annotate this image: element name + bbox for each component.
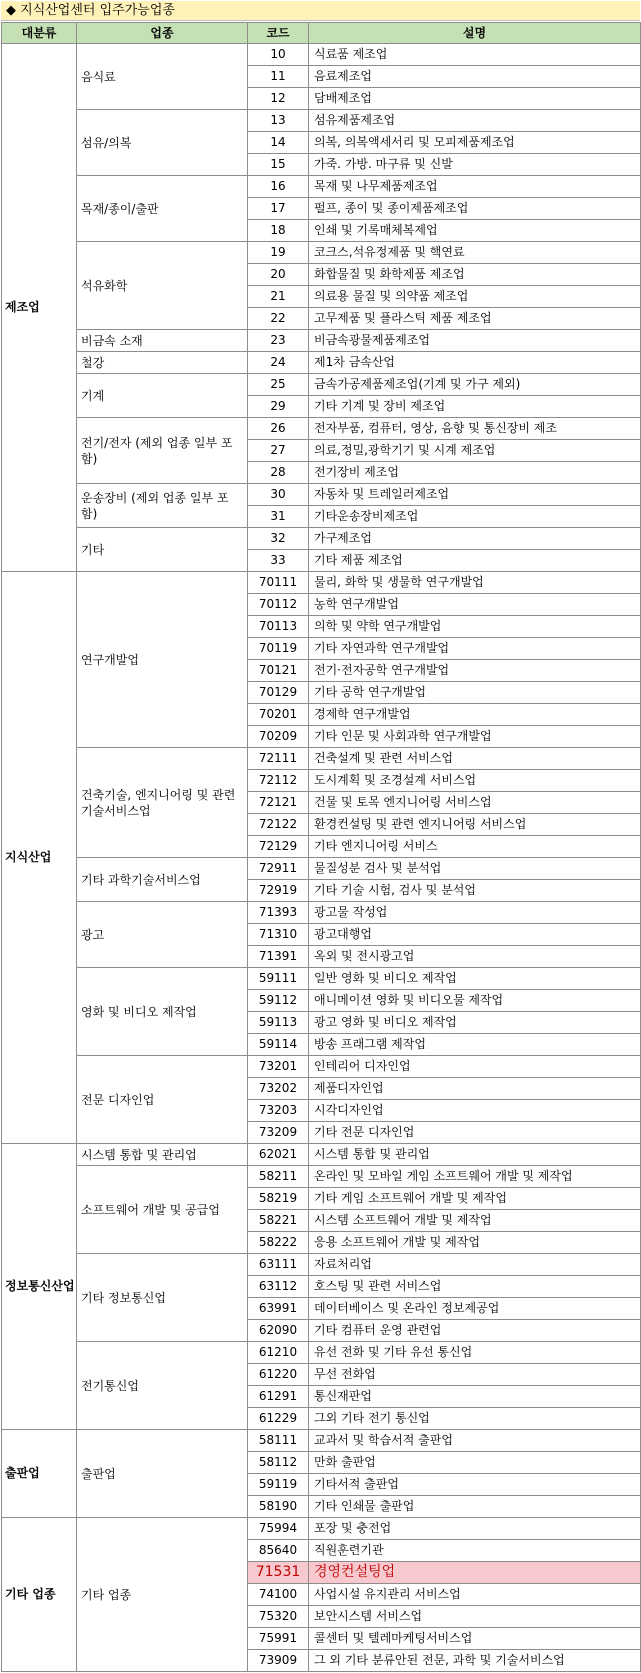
description-cell: 교과서 및 학습서적 출판업 bbox=[309, 1430, 641, 1452]
header-description: 설명 bbox=[309, 23, 641, 44]
description-cell: 화합물질 및 화학제품 제조업 bbox=[309, 264, 641, 286]
category-cell: 기타 업종 bbox=[2, 1518, 77, 1672]
table-row bbox=[2, 418, 641, 440]
code-cell: 70129 bbox=[248, 682, 309, 704]
industry-cell: 건축기술, 엔지니어링 및 관련 기술서비스업 bbox=[77, 748, 248, 858]
code-cell: 75320 bbox=[248, 1606, 309, 1628]
description-cell: 전기·전자공학 연구개발업 bbox=[309, 660, 641, 682]
code-cell: 14 bbox=[248, 132, 309, 154]
table-body bbox=[2, 44, 641, 1672]
code-cell: 73209 bbox=[248, 1122, 309, 1144]
code-cell: 15 bbox=[248, 154, 309, 176]
code-cell: 63112 bbox=[248, 1276, 309, 1298]
code-cell: 72111 bbox=[248, 748, 309, 770]
code-cell: 61229 bbox=[248, 1408, 309, 1430]
description-cell: 콜센터 및 텔레마케팅서비스업 bbox=[309, 1628, 641, 1650]
description-cell: 인테리어 디자인업 bbox=[309, 1056, 641, 1078]
table-row bbox=[2, 968, 641, 990]
industry-cell: 기타 bbox=[77, 528, 248, 572]
industry-cell: 기타 정보통신업 bbox=[77, 1254, 248, 1342]
code-cell: 29 bbox=[248, 396, 309, 418]
table-row bbox=[2, 176, 641, 198]
table-row bbox=[2, 110, 641, 132]
code-cell: 70121 bbox=[248, 660, 309, 682]
code-cell: 59119 bbox=[248, 1474, 309, 1496]
industry-cell: 석유화학 bbox=[77, 242, 248, 330]
table-row bbox=[2, 330, 641, 352]
description-cell: 의학 및 약학 연구개발업 bbox=[309, 616, 641, 638]
code-cell: 58211 bbox=[248, 1166, 309, 1188]
description-cell: 일반 영화 및 비디오 제작업 bbox=[309, 968, 641, 990]
code-cell: 26 bbox=[248, 418, 309, 440]
code-cell: 25 bbox=[248, 374, 309, 396]
description-cell: 코크스,석유정제품 및 핵연료 bbox=[309, 242, 641, 264]
description-cell: 음료제조업 bbox=[309, 66, 641, 88]
industry-cell: 전문 디자인업 bbox=[77, 1056, 248, 1144]
category-cell: 정보통신산업 bbox=[2, 1144, 77, 1430]
table-row bbox=[2, 858, 641, 880]
code-cell: 58221 bbox=[248, 1210, 309, 1232]
industry-cell: 목재/종이/출판 bbox=[77, 176, 248, 242]
description-cell: 의료,정밀,광학기기 및 시계 제조업 bbox=[309, 440, 641, 462]
description-cell: 기타 게임 소프트웨어 개발 및 제작업 bbox=[309, 1188, 641, 1210]
description-cell: 경영컨설팅업 bbox=[309, 1562, 641, 1584]
description-cell: 기타 기계 및 장비 제조업 bbox=[309, 396, 641, 418]
description-cell: 건물 및 토목 엔지니어링 서비스업 bbox=[309, 792, 641, 814]
description-cell: 시스템 소프트웨어 개발 및 제작업 bbox=[309, 1210, 641, 1232]
table-row bbox=[2, 1430, 641, 1452]
table-row bbox=[2, 374, 641, 396]
description-cell: 자료처리업 bbox=[309, 1254, 641, 1276]
description-cell: 광고 영화 및 비디오 제작업 bbox=[309, 1012, 641, 1034]
table-row bbox=[2, 748, 641, 770]
description-cell: 호스팅 및 관련 서비스업 bbox=[309, 1276, 641, 1298]
description-cell: 기타 전문 디자인업 bbox=[309, 1122, 641, 1144]
code-cell: 70113 bbox=[248, 616, 309, 638]
description-cell: 방송 프래그램 제작업 bbox=[309, 1034, 641, 1056]
code-cell: 59111 bbox=[248, 968, 309, 990]
code-cell: 59113 bbox=[248, 1012, 309, 1034]
code-cell: 71393 bbox=[248, 902, 309, 924]
industry-table bbox=[1, 22, 641, 1672]
industry-cell: 섬유/의복 bbox=[77, 110, 248, 176]
industry-cell: 철강 bbox=[77, 352, 248, 374]
description-cell: 시스템 통합 및 관리업 bbox=[309, 1144, 641, 1166]
code-cell: 16 bbox=[248, 176, 309, 198]
code-cell: 17 bbox=[248, 198, 309, 220]
code-cell: 12 bbox=[248, 88, 309, 110]
description-cell: 직원훈련기관 bbox=[309, 1540, 641, 1562]
code-cell: 58190 bbox=[248, 1496, 309, 1518]
sheet-title: ◆ 지식산업센터 입주가능업종 bbox=[1, 1, 640, 21]
industry-cell: 광고 bbox=[77, 902, 248, 968]
industry-cell: 비금속 소재 bbox=[77, 330, 248, 352]
description-cell: 농학 연구개발업 bbox=[309, 594, 641, 616]
description-cell: 그외 기타 전기 통신업 bbox=[309, 1408, 641, 1430]
description-cell: 애니메이션 영화 및 비디오물 제작업 bbox=[309, 990, 641, 1012]
table-row bbox=[2, 1518, 641, 1540]
table-row bbox=[2, 902, 641, 924]
description-cell: 도시계획 및 조경설계 서비스업 bbox=[309, 770, 641, 792]
category-cell: 지식산업 bbox=[2, 572, 77, 1144]
description-cell: 가구제조업 bbox=[309, 528, 641, 550]
description-cell: 광고물 작성업 bbox=[309, 902, 641, 924]
code-cell: 72121 bbox=[248, 792, 309, 814]
code-cell: 19 bbox=[248, 242, 309, 264]
description-cell: 그 외 기타 분류안된 전문, 과학 및 기술서비스업 bbox=[309, 1650, 641, 1672]
description-cell: 자동차 및 트레일러제조업 bbox=[309, 484, 641, 506]
code-cell: 10 bbox=[248, 44, 309, 66]
industry-cell: 영화 및 비디오 제작업 bbox=[77, 968, 248, 1056]
description-cell: 섬유제품제조업 bbox=[309, 110, 641, 132]
code-cell: 63991 bbox=[248, 1298, 309, 1320]
code-cell: 62021 bbox=[248, 1144, 309, 1166]
code-cell: 13 bbox=[248, 110, 309, 132]
code-cell: 33 bbox=[248, 550, 309, 572]
code-cell: 18 bbox=[248, 220, 309, 242]
table-row bbox=[2, 44, 641, 66]
description-cell: 기타 자연과학 연구개발업 bbox=[309, 638, 641, 660]
description-cell: 의료용 물질 및 의약품 제조업 bbox=[309, 286, 641, 308]
description-cell: 응용 소프트웨어 개발 및 제작업 bbox=[309, 1232, 641, 1254]
table-row bbox=[2, 572, 641, 594]
description-cell: 기타 컴퓨터 운영 관련업 bbox=[309, 1320, 641, 1342]
code-cell: 24 bbox=[248, 352, 309, 374]
description-cell: 전기장비 제조업 bbox=[309, 462, 641, 484]
description-cell: 금속가공제품제조업(기계 및 가구 제외) bbox=[309, 374, 641, 396]
description-cell: 의복, 의복액세서리 및 모피제품제조업 bbox=[309, 132, 641, 154]
code-cell: 71310 bbox=[248, 924, 309, 946]
description-cell: 사업시설 유지관리 서비스업 bbox=[309, 1584, 641, 1606]
code-cell: 72122 bbox=[248, 814, 309, 836]
table-row bbox=[2, 484, 641, 506]
code-cell: 70201 bbox=[248, 704, 309, 726]
description-cell: 기타 인쇄물 출판업 bbox=[309, 1496, 641, 1518]
industry-cell: 연구개발업 bbox=[77, 572, 248, 748]
code-cell: 73202 bbox=[248, 1078, 309, 1100]
industry-cell: 전기통신업 bbox=[77, 1342, 248, 1430]
description-cell: 기타운송장비제조업 bbox=[309, 506, 641, 528]
description-cell: 기타 공학 연구개발업 bbox=[309, 682, 641, 704]
description-cell: 고무제품 및 플라스틱 제품 제조업 bbox=[309, 308, 641, 330]
code-cell: 73201 bbox=[248, 1056, 309, 1078]
description-cell: 기타서적 출판업 bbox=[309, 1474, 641, 1496]
table-row bbox=[2, 1056, 641, 1078]
description-cell: 건축설계 및 관련 서비스업 bbox=[309, 748, 641, 770]
table-row bbox=[2, 1342, 641, 1364]
table-row bbox=[2, 1166, 641, 1188]
code-cell: 73203 bbox=[248, 1100, 309, 1122]
industry-cell: 음식료 bbox=[77, 44, 248, 110]
code-cell: 28 bbox=[248, 462, 309, 484]
industry-cell: 전기/전자 (제외 업종 일부 포함) bbox=[77, 418, 248, 484]
header-code: 코드 bbox=[248, 23, 309, 44]
code-cell: 73909 bbox=[248, 1650, 309, 1672]
header-industry: 업종 bbox=[77, 23, 248, 44]
code-cell: 59112 bbox=[248, 990, 309, 1012]
description-cell: 온라인 및 모바일 게임 소프트웨어 개발 및 제작업 bbox=[309, 1166, 641, 1188]
description-cell: 펄프, 종이 및 종이제품제조업 bbox=[309, 198, 641, 220]
code-cell: 23 bbox=[248, 330, 309, 352]
description-cell: 경제학 연구개발업 bbox=[309, 704, 641, 726]
description-cell: 포장 및 충전업 bbox=[309, 1518, 641, 1540]
code-cell: 58222 bbox=[248, 1232, 309, 1254]
code-cell: 70209 bbox=[248, 726, 309, 748]
description-cell: 물리, 화학 및 생물학 연구개발업 bbox=[309, 572, 641, 594]
description-cell: 가죽. 가방. 마구류 및 신발 bbox=[309, 154, 641, 176]
industry-cell: 소프트웨어 개발 및 공급업 bbox=[77, 1166, 248, 1254]
description-cell: 데이터베이스 및 온라인 정보제공업 bbox=[309, 1298, 641, 1320]
industry-cell: 운송장비 (제외 업종 일부 포함) bbox=[77, 484, 248, 528]
industry-cell: 기계 bbox=[77, 374, 248, 418]
table-row bbox=[2, 1254, 641, 1276]
code-cell: 70119 bbox=[248, 638, 309, 660]
description-cell: 제1차 금속산업 bbox=[309, 352, 641, 374]
code-cell: 31 bbox=[248, 506, 309, 528]
code-cell: 74100 bbox=[248, 1584, 309, 1606]
description-cell: 담배제조업 bbox=[309, 88, 641, 110]
table-row bbox=[2, 352, 641, 374]
description-cell: 기타 엔지니어링 서비스 bbox=[309, 836, 641, 858]
description-cell: 제품디자인업 bbox=[309, 1078, 641, 1100]
description-cell: 목재 및 나무제품제조업 bbox=[309, 176, 641, 198]
category-cell: 제조업 bbox=[2, 44, 77, 572]
code-cell: 58112 bbox=[248, 1452, 309, 1474]
code-cell: 58111 bbox=[248, 1430, 309, 1452]
code-cell: 61220 bbox=[248, 1364, 309, 1386]
description-cell: 시각디자인업 bbox=[309, 1100, 641, 1122]
description-cell: 기타 기술 시험, 검사 및 분석업 bbox=[309, 880, 641, 902]
description-cell: 물질성분 검사 및 분석업 bbox=[309, 858, 641, 880]
code-cell: 22 bbox=[248, 308, 309, 330]
description-cell: 옥외 및 전시광고업 bbox=[309, 946, 641, 968]
code-cell: 72129 bbox=[248, 836, 309, 858]
header-row bbox=[2, 23, 641, 44]
code-cell: 11 bbox=[248, 66, 309, 88]
code-cell: 75994 bbox=[248, 1518, 309, 1540]
code-cell: 21 bbox=[248, 286, 309, 308]
code-cell: 72112 bbox=[248, 770, 309, 792]
industry-cell: 기타 업종 bbox=[77, 1518, 248, 1672]
code-cell: 61291 bbox=[248, 1386, 309, 1408]
code-cell: 58219 bbox=[248, 1188, 309, 1210]
description-cell: 식료품 제조업 bbox=[309, 44, 641, 66]
industry-cell: 기타 과학기술서비스업 bbox=[77, 858, 248, 902]
code-cell: 61210 bbox=[248, 1342, 309, 1364]
header-category: 대분류 bbox=[2, 23, 77, 44]
table-row bbox=[2, 528, 641, 550]
description-cell: 통신재판업 bbox=[309, 1386, 641, 1408]
description-cell: 유선 전화 및 기타 유선 통신업 bbox=[309, 1342, 641, 1364]
industry-cell: 시스템 통합 및 관리업 bbox=[77, 1144, 248, 1166]
code-cell: 27 bbox=[248, 440, 309, 462]
description-cell: 보안시스템 서비스업 bbox=[309, 1606, 641, 1628]
description-cell: 비금속광물제품제조업 bbox=[309, 330, 641, 352]
code-cell: 70111 bbox=[248, 572, 309, 594]
description-cell: 기타 제품 제조업 bbox=[309, 550, 641, 572]
code-cell: 32 bbox=[248, 528, 309, 550]
description-cell: 인쇄 및 기록매체복제업 bbox=[309, 220, 641, 242]
industry-cell: 출판업 bbox=[77, 1430, 248, 1518]
code-cell: 71531 bbox=[248, 1562, 309, 1584]
description-cell: 무선 전화업 bbox=[309, 1364, 641, 1386]
code-cell: 70112 bbox=[248, 594, 309, 616]
code-cell: 85640 bbox=[248, 1540, 309, 1562]
table-row bbox=[2, 1144, 641, 1166]
code-cell: 75991 bbox=[248, 1628, 309, 1650]
code-cell: 63111 bbox=[248, 1254, 309, 1276]
description-cell: 전자부품, 컴퓨터, 영상, 음향 및 통신장비 제조 bbox=[309, 418, 641, 440]
code-cell: 72911 bbox=[248, 858, 309, 880]
code-cell: 20 bbox=[248, 264, 309, 286]
description-cell: 기타 인문 및 사회과학 연구개발업 bbox=[309, 726, 641, 748]
code-cell: 62090 bbox=[248, 1320, 309, 1342]
category-cell: 출판업 bbox=[2, 1430, 77, 1518]
description-cell: 만화 출판업 bbox=[309, 1452, 641, 1474]
code-cell: 71391 bbox=[248, 946, 309, 968]
description-cell: 환경컨설팅 및 관련 엔지니어링 서비스업 bbox=[309, 814, 641, 836]
code-cell: 30 bbox=[248, 484, 309, 506]
description-cell: 광고대행업 bbox=[309, 924, 641, 946]
table-row bbox=[2, 242, 641, 264]
code-cell: 59114 bbox=[248, 1034, 309, 1056]
code-cell: 72919 bbox=[248, 880, 309, 902]
